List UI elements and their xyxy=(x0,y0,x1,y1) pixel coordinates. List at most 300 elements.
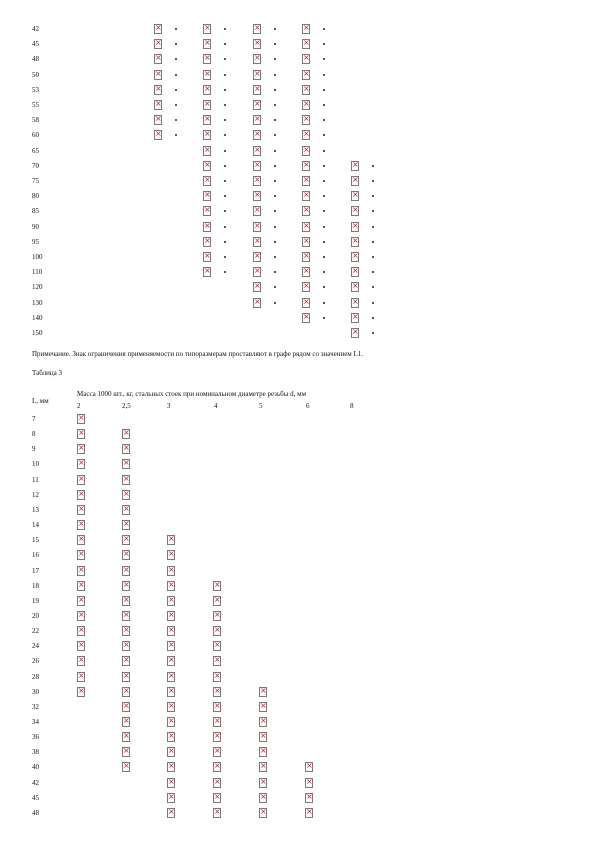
dot-marker xyxy=(274,256,276,258)
broken-image-icon xyxy=(77,475,85,485)
row-label: 60 xyxy=(32,131,39,140)
table-cell xyxy=(167,549,227,564)
row-label: 12 xyxy=(32,490,39,499)
broken-image-icon xyxy=(77,566,85,576)
broken-image-icon xyxy=(203,176,211,186)
table-row xyxy=(0,69,595,84)
table-row xyxy=(0,655,595,670)
broken-image-icon xyxy=(213,641,221,651)
broken-image-icon xyxy=(122,550,130,560)
row-label: 17 xyxy=(32,566,39,575)
broken-image-icon xyxy=(77,550,85,560)
table-cell xyxy=(213,655,273,670)
broken-image-icon xyxy=(253,298,261,308)
dot-marker xyxy=(372,256,374,258)
broken-image-icon xyxy=(351,237,359,247)
dot-marker xyxy=(224,89,226,91)
broken-image-icon xyxy=(154,24,162,34)
row-label: 45 xyxy=(32,40,39,49)
dot-marker xyxy=(372,302,374,304)
row-label: 42 xyxy=(32,778,39,787)
table-row xyxy=(0,625,595,640)
table-row xyxy=(0,595,595,610)
broken-image-icon xyxy=(259,687,267,697)
broken-image-icon xyxy=(213,793,221,803)
table-row xyxy=(0,84,595,99)
broken-image-icon xyxy=(213,747,221,757)
table-cell xyxy=(122,443,182,458)
dot-marker xyxy=(274,74,276,76)
table-row xyxy=(0,53,595,68)
dot-marker xyxy=(224,58,226,60)
table-row xyxy=(0,145,595,160)
table-row xyxy=(0,489,595,504)
table-row xyxy=(0,114,595,129)
table-row xyxy=(0,746,595,761)
table-row xyxy=(0,549,595,564)
table-row xyxy=(0,565,595,580)
dot-marker xyxy=(323,134,325,136)
row-label: 28 xyxy=(32,672,39,681)
table-cell xyxy=(213,595,273,610)
diameter-header: 2 xyxy=(77,402,81,410)
broken-image-icon xyxy=(167,672,175,682)
table-row xyxy=(0,686,595,701)
broken-image-icon xyxy=(213,687,221,697)
table-cell xyxy=(351,266,411,281)
broken-image-icon xyxy=(253,24,261,34)
broken-image-icon xyxy=(167,717,175,727)
broken-image-icon xyxy=(122,444,130,454)
broken-image-icon xyxy=(77,429,85,439)
table-cell xyxy=(122,428,182,443)
row-label: 13 xyxy=(32,505,39,514)
table-row xyxy=(0,221,595,236)
dot-marker xyxy=(274,241,276,243)
broken-image-icon xyxy=(122,520,130,530)
dot-marker xyxy=(372,195,374,197)
row-label: 24 xyxy=(32,642,39,651)
broken-image-icon xyxy=(253,161,261,171)
table-row xyxy=(0,327,595,342)
table-row xyxy=(0,640,595,655)
dot-marker xyxy=(323,226,325,228)
broken-image-icon xyxy=(122,459,130,469)
dot-marker xyxy=(274,43,276,45)
table-row xyxy=(0,297,595,312)
broken-image-icon xyxy=(122,596,130,606)
dot-marker xyxy=(224,28,226,30)
broken-image-icon xyxy=(77,520,85,530)
row-label: 80 xyxy=(32,192,39,201)
broken-image-icon xyxy=(122,762,130,772)
broken-image-icon xyxy=(167,581,175,591)
broken-image-icon xyxy=(351,191,359,201)
broken-image-icon xyxy=(77,626,85,636)
broken-image-icon xyxy=(122,535,130,545)
table-row xyxy=(0,807,595,822)
table-row xyxy=(0,281,595,296)
row-label: 48 xyxy=(32,808,39,817)
dot-marker xyxy=(274,104,276,106)
dot-marker xyxy=(323,165,325,167)
broken-image-icon xyxy=(259,717,267,727)
broken-image-icon xyxy=(122,581,130,591)
table-cell xyxy=(351,205,411,220)
broken-image-icon xyxy=(213,656,221,666)
row-label: 75 xyxy=(32,177,39,185)
dot-marker xyxy=(274,89,276,91)
row-label: 8 xyxy=(32,430,36,439)
broken-image-icon xyxy=(253,191,261,201)
broken-image-icon xyxy=(77,596,85,606)
broken-image-icon xyxy=(167,702,175,712)
dot-marker xyxy=(175,104,177,106)
dot-marker xyxy=(224,180,226,182)
dot-marker xyxy=(274,226,276,228)
broken-image-icon xyxy=(253,282,261,292)
dot-marker xyxy=(224,165,226,167)
row-label: 85 xyxy=(32,207,39,216)
broken-image-icon xyxy=(154,115,162,125)
dot-marker xyxy=(175,28,177,30)
table-row xyxy=(0,175,595,190)
row-label: 32 xyxy=(32,702,39,711)
broken-image-icon xyxy=(253,146,261,156)
broken-image-icon xyxy=(203,206,211,216)
table-row xyxy=(0,205,595,220)
row-label: 55 xyxy=(32,101,39,109)
row-label: 10 xyxy=(32,460,39,469)
dot-marker xyxy=(224,241,226,243)
row-label: 40 xyxy=(32,763,39,772)
table-row xyxy=(0,458,595,473)
broken-image-icon xyxy=(253,100,261,110)
dot-marker xyxy=(323,74,325,76)
broken-image-icon xyxy=(167,550,175,560)
broken-image-icon xyxy=(302,24,310,34)
dot-marker xyxy=(323,317,325,319)
broken-image-icon xyxy=(305,808,313,818)
table-cell xyxy=(122,519,182,534)
table-row xyxy=(0,160,595,175)
row-label: 7 xyxy=(32,415,36,423)
broken-image-icon xyxy=(167,687,175,697)
dot-marker xyxy=(274,302,276,304)
table-cell xyxy=(351,327,411,342)
broken-image-icon xyxy=(302,206,310,216)
broken-image-icon xyxy=(351,161,359,171)
broken-image-icon xyxy=(253,85,261,95)
broken-image-icon xyxy=(259,702,267,712)
broken-image-icon xyxy=(253,222,261,232)
dot-marker xyxy=(224,150,226,152)
broken-image-icon xyxy=(203,161,211,171)
table-cell xyxy=(167,534,227,549)
broken-image-icon xyxy=(77,535,85,545)
broken-image-icon xyxy=(167,732,175,742)
broken-image-icon xyxy=(253,176,261,186)
dot-marker xyxy=(323,210,325,212)
dot-marker xyxy=(372,271,374,273)
row-label: 90 xyxy=(32,222,39,231)
row-label: 19 xyxy=(32,596,39,605)
broken-image-icon xyxy=(203,191,211,201)
broken-image-icon xyxy=(203,100,211,110)
broken-image-icon xyxy=(302,161,310,171)
table-cell xyxy=(351,190,411,205)
broken-image-icon xyxy=(302,146,310,156)
broken-image-icon xyxy=(253,39,261,49)
table-row xyxy=(0,23,595,38)
row-label: 140 xyxy=(32,313,43,322)
column-group-header: Масса 1000 шт., кг, стальных стоек при номинальном диаметре резьбы d, мм xyxy=(77,390,307,398)
broken-image-icon xyxy=(167,808,175,818)
table-cell xyxy=(351,297,411,312)
dot-marker xyxy=(274,58,276,60)
broken-image-icon xyxy=(154,39,162,49)
broken-image-icon xyxy=(259,747,267,757)
broken-image-icon xyxy=(167,535,175,545)
table-row xyxy=(0,777,595,792)
broken-image-icon xyxy=(77,611,85,621)
table-cell xyxy=(302,69,362,84)
broken-image-icon xyxy=(77,672,85,682)
broken-image-icon xyxy=(203,237,211,247)
table-cell xyxy=(351,160,411,175)
table-cell xyxy=(213,625,273,640)
row-label: 16 xyxy=(32,551,39,560)
diameter-header: 5 xyxy=(259,402,263,410)
broken-image-icon xyxy=(122,505,130,515)
dot-marker xyxy=(224,256,226,258)
row-label: 20 xyxy=(32,611,39,620)
table-cell xyxy=(351,281,411,296)
dot-marker xyxy=(175,43,177,45)
table-cell xyxy=(259,716,319,731)
dot-marker xyxy=(224,195,226,197)
broken-image-icon xyxy=(259,732,267,742)
row-label: 15 xyxy=(32,536,39,545)
broken-image-icon xyxy=(122,656,130,666)
broken-image-icon xyxy=(302,54,310,64)
broken-image-icon xyxy=(167,611,175,621)
dot-marker xyxy=(274,195,276,197)
table-cell xyxy=(302,38,362,53)
broken-image-icon xyxy=(302,115,310,125)
broken-image-icon xyxy=(351,206,359,216)
table-cell xyxy=(351,312,411,327)
row-label: 130 xyxy=(32,298,43,307)
broken-image-icon xyxy=(302,252,310,262)
dot-marker xyxy=(274,165,276,167)
table-cell xyxy=(302,53,362,68)
broken-image-icon xyxy=(253,130,261,140)
dot-marker xyxy=(372,165,374,167)
dot-marker xyxy=(323,43,325,45)
broken-image-icon xyxy=(203,146,211,156)
dot-marker xyxy=(323,302,325,304)
dot-marker xyxy=(175,58,177,60)
dot-marker xyxy=(372,226,374,228)
broken-image-icon xyxy=(351,222,359,232)
broken-image-icon xyxy=(167,596,175,606)
broken-image-icon xyxy=(122,566,130,576)
dot-marker xyxy=(224,74,226,76)
broken-image-icon xyxy=(154,85,162,95)
broken-image-icon xyxy=(77,459,85,469)
table-row xyxy=(0,266,595,281)
dot-marker xyxy=(274,286,276,288)
table-cell xyxy=(259,701,319,716)
row-label: 48 xyxy=(32,55,39,64)
table-row xyxy=(0,671,595,686)
dot-marker xyxy=(274,271,276,273)
broken-image-icon xyxy=(122,672,130,682)
table-row xyxy=(0,504,595,519)
table-row xyxy=(0,519,595,534)
broken-image-icon xyxy=(77,414,85,424)
broken-image-icon xyxy=(253,237,261,247)
broken-image-icon xyxy=(122,626,130,636)
broken-image-icon xyxy=(253,70,261,80)
broken-image-icon xyxy=(77,656,85,666)
dot-marker xyxy=(323,195,325,197)
table-row xyxy=(0,129,595,144)
table-cell xyxy=(351,175,411,190)
broken-image-icon xyxy=(77,687,85,697)
table-row xyxy=(0,580,595,595)
table-cell xyxy=(305,777,365,792)
broken-image-icon xyxy=(351,176,359,186)
table-cell xyxy=(302,99,362,114)
dot-marker xyxy=(224,119,226,121)
broken-image-icon xyxy=(77,581,85,591)
diameter-header: 6 xyxy=(306,402,310,410)
broken-image-icon xyxy=(122,732,130,742)
broken-image-icon xyxy=(302,237,310,247)
broken-image-icon xyxy=(122,641,130,651)
dot-marker xyxy=(274,28,276,30)
table-cell xyxy=(302,23,362,38)
broken-image-icon xyxy=(154,100,162,110)
dot-marker xyxy=(323,271,325,273)
broken-image-icon xyxy=(305,762,313,772)
table-cell xyxy=(213,671,273,686)
broken-image-icon xyxy=(154,130,162,140)
broken-image-icon xyxy=(122,747,130,757)
broken-image-icon xyxy=(213,778,221,788)
row-label: 45 xyxy=(32,793,39,802)
row-label: 50 xyxy=(32,70,39,79)
broken-image-icon xyxy=(167,656,175,666)
dot-marker xyxy=(224,134,226,136)
row-label: 38 xyxy=(32,748,39,757)
broken-image-icon xyxy=(203,222,211,232)
broken-image-icon xyxy=(77,490,85,500)
table-row xyxy=(0,443,595,458)
broken-image-icon xyxy=(259,762,267,772)
broken-image-icon xyxy=(122,475,130,485)
table-cell xyxy=(122,474,182,489)
broken-image-icon xyxy=(253,252,261,262)
broken-image-icon xyxy=(122,702,130,712)
broken-image-icon xyxy=(167,793,175,803)
broken-image-icon xyxy=(213,702,221,712)
broken-image-icon xyxy=(167,778,175,788)
dot-marker xyxy=(323,104,325,106)
broken-image-icon xyxy=(154,70,162,80)
broken-image-icon xyxy=(351,298,359,308)
table-row xyxy=(0,534,595,549)
table-cell xyxy=(122,504,182,519)
diameter-header: 8 xyxy=(350,402,354,410)
table-row xyxy=(0,610,595,625)
broken-image-icon xyxy=(213,762,221,772)
table-row xyxy=(0,428,595,443)
dot-marker xyxy=(175,89,177,91)
dot-marker xyxy=(372,180,374,182)
broken-image-icon xyxy=(213,581,221,591)
table-cell xyxy=(305,807,365,822)
broken-image-icon xyxy=(203,252,211,262)
diameter-header: 4 xyxy=(214,402,218,410)
dot-marker xyxy=(224,104,226,106)
dot-marker xyxy=(224,271,226,273)
broken-image-icon xyxy=(122,490,130,500)
row-label: 14 xyxy=(32,521,39,530)
broken-image-icon xyxy=(351,252,359,262)
table-cell xyxy=(302,145,362,160)
broken-image-icon xyxy=(122,611,130,621)
broken-image-icon xyxy=(302,100,310,110)
table-cell xyxy=(213,580,273,595)
broken-image-icon xyxy=(302,176,310,186)
column-header-l: L, мм xyxy=(32,397,49,405)
row-label: 150 xyxy=(32,329,43,337)
broken-image-icon xyxy=(259,778,267,788)
broken-image-icon xyxy=(213,596,221,606)
row-label: 11 xyxy=(32,475,39,484)
broken-image-icon xyxy=(305,793,313,803)
broken-image-icon xyxy=(302,191,310,201)
table-caption: Таблица 3 xyxy=(32,369,62,377)
table-cell xyxy=(259,746,319,761)
broken-image-icon xyxy=(122,687,130,697)
table-cell xyxy=(259,731,319,746)
broken-image-icon xyxy=(213,717,221,727)
table-row xyxy=(0,38,595,53)
broken-image-icon xyxy=(203,54,211,64)
broken-image-icon xyxy=(77,505,85,515)
row-label: 36 xyxy=(32,733,39,742)
row-label: 70 xyxy=(32,161,39,170)
broken-image-icon xyxy=(203,267,211,277)
diameter-header: 2,5 xyxy=(122,402,131,410)
broken-image-icon xyxy=(302,70,310,80)
broken-image-icon xyxy=(203,24,211,34)
broken-image-icon xyxy=(213,626,221,636)
diameter-header: 3 xyxy=(167,402,171,410)
row-label: 26 xyxy=(32,657,39,666)
table-row xyxy=(0,761,595,776)
dot-marker xyxy=(323,119,325,121)
broken-image-icon xyxy=(77,641,85,651)
table-row xyxy=(0,312,595,327)
table-row xyxy=(0,99,595,114)
dot-marker xyxy=(224,43,226,45)
table-row xyxy=(0,236,595,251)
